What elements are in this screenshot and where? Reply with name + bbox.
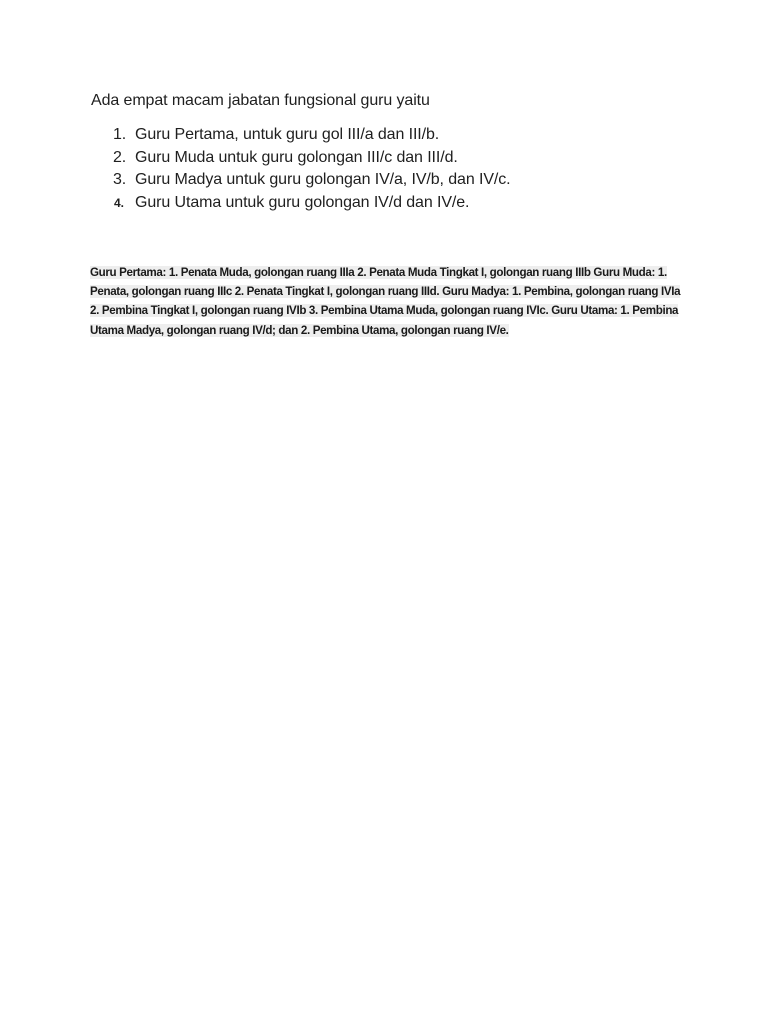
list-item (91, 192, 510, 215)
intro-text: Ada empat macam jabatan fungsional guru yaitu (91, 92, 430, 109)
list-item (91, 147, 510, 170)
list-item (91, 124, 510, 147)
list-text: Guru Muda untuk guru golongan III/c dan III/d. (135, 148, 458, 166)
list-number: 2. (113, 148, 127, 166)
list-text: Guru Madya untuk guru golongan IV/a, IV/b, dan IV/c. (135, 171, 511, 188)
list-number: 4. (114, 195, 124, 210)
pangkat-paragraph (90, 263, 690, 340)
list-number: 1. (113, 126, 127, 143)
list-text: Guru Pertama, untuk guru gol III/a dan III/b. (135, 126, 440, 143)
list-number: 3. (113, 171, 127, 188)
list-item (91, 169, 510, 192)
jabatan-list (91, 124, 510, 214)
list-text: Guru Utama untuk guru golongan IV/d dan IV/e. (135, 193, 470, 211)
highlighted-text: Guru Pertama: 1. Penata Muda, golongan ruang IIIa 2. Penata Muda Tingkat I, golongan ruang IIIb Guru Muda: 1. Penata, golongan ruang IIIc 2. Penata Tingkat I, golongan ruang IIId. Guru Madya: 1. Pembina, golongan ruang IVIa 2. Pembina Tingkat I, golongan ruang IVIb 3. Pembina Utama Muda, golongan ruang IVIc. Guru Utama: 1. Pembina Utama Madya, golongan ruang IV/d; dan 2. Pembina Utama, golongan ruang IV/e. (90, 266, 681, 337)
